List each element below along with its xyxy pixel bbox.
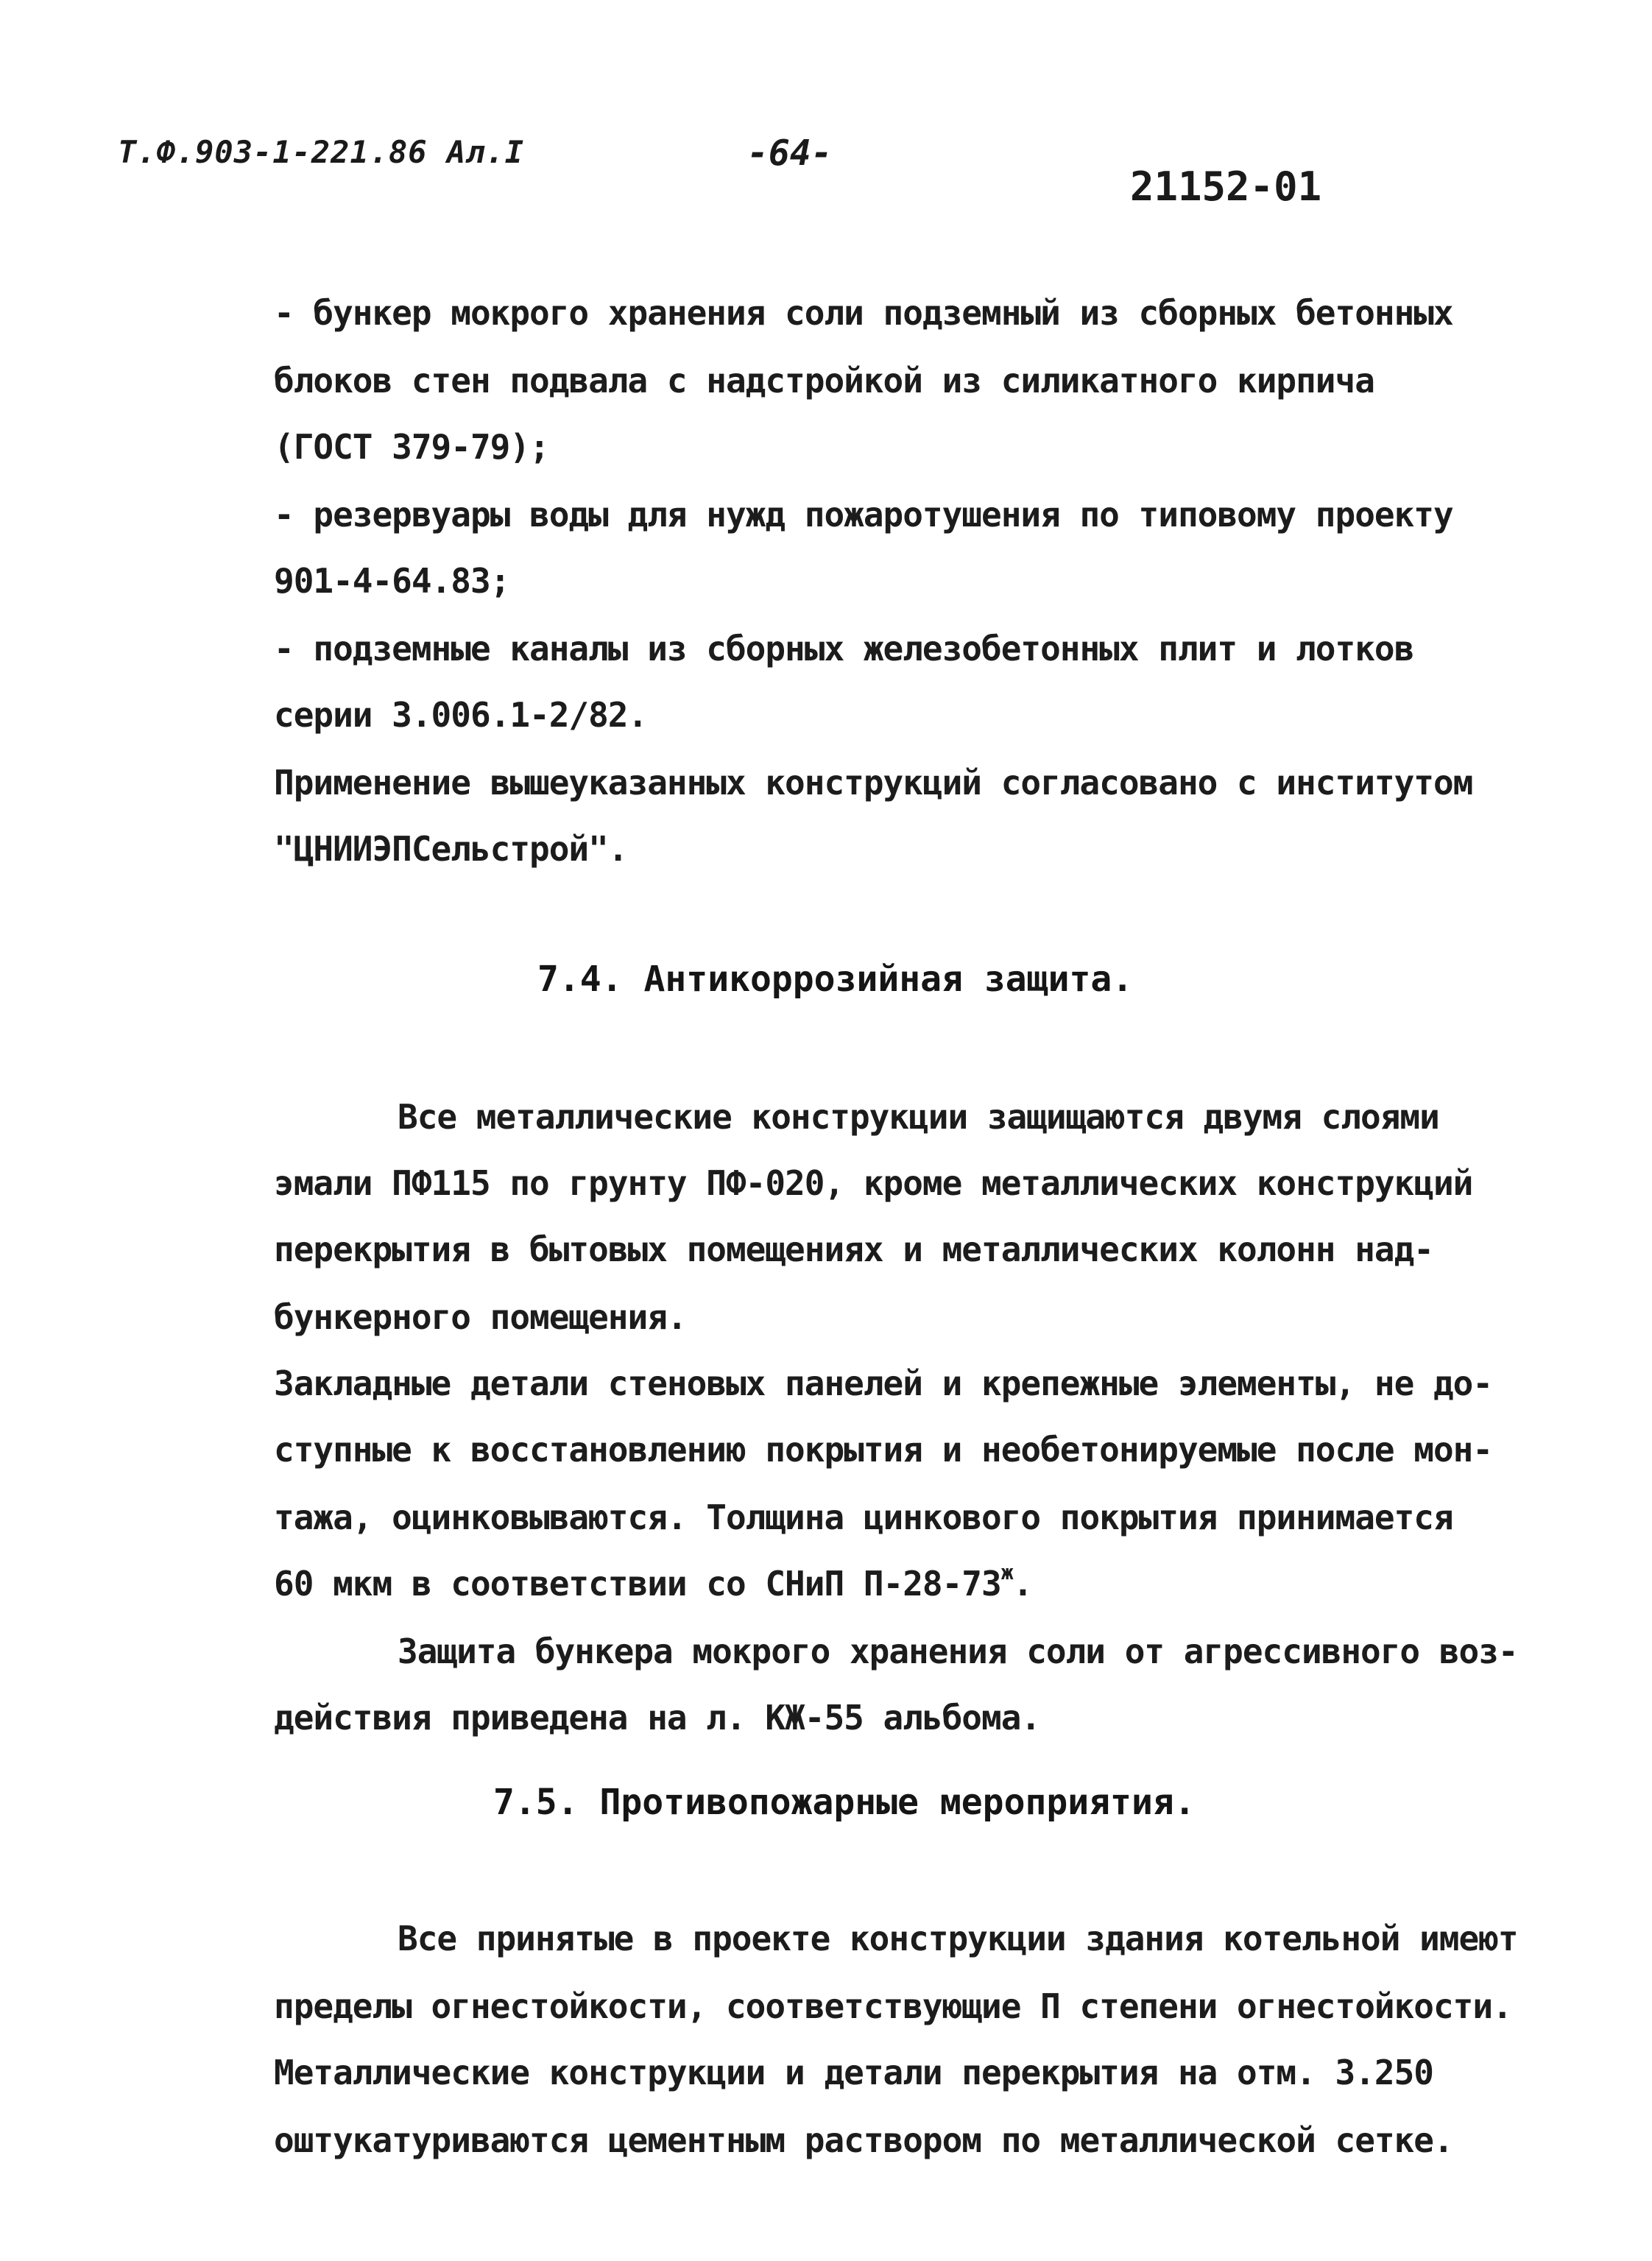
text-line: серии 3.006.1-2/82. <box>274 695 648 735</box>
text-line-end: . <box>1012 1564 1033 1604</box>
text-line: "ЦНИИЭПСельстрой". <box>274 829 628 869</box>
text-line: Защита бункера мокрого хранения соли от агрессивного воз- <box>398 1632 1518 1671</box>
text-line-with-footnote <box>274 1560 1033 1604</box>
text-line: действия приведена на л. КЖ-55 альбома. <box>274 1698 1041 1738</box>
text-line: Применение вышеуказанных конструкций согласовано с институтом <box>274 763 1473 803</box>
text-line: Металлические конструкции и детали перекрытия на отм. 3.250 <box>274 2053 1433 2092</box>
text-line: - бункер мокрого хранения соли подземный из сборных бетонных <box>274 293 1453 333</box>
footnote-mark: ж <box>1000 1560 1013 1584</box>
text-line: Все металлические конструкции защищаются двумя слоями <box>398 1097 1439 1137</box>
sheet-code: 21152-01 <box>1130 163 1322 210</box>
text-line: (ГОСТ 379-79); <box>274 427 549 467</box>
text-line: - резервуары воды для нужд пожаротушения по типовому проекту <box>274 495 1453 535</box>
text-line: пределы огнестойкости, соответствующие П степени огнестойкости. <box>274 1986 1512 2026</box>
text-line: блоков стен подвала с надстройкой из силикатного кирпича <box>274 361 1374 401</box>
text-line: оштукатуриваются цементным раствором по металлической сетке. <box>274 2120 1453 2160</box>
section-heading-7-4: 7.4. Антикоррозийная защита. <box>537 959 1134 1000</box>
text-line: - подземные каналы из сборных железобетонных плит и лотков <box>274 629 1414 669</box>
text-line-body: 60 мкм в соответствии со СНиП П-28-73 <box>274 1564 1001 1604</box>
section-heading-7-5: 7.5. Противопожарные мероприятия. <box>493 1782 1196 1823</box>
text-line: ступные к восстановлению покрытия и необетонируемые после мон- <box>274 1430 1493 1470</box>
text-line: Закладные детали стеновых панелей и крепежные элементы, не до- <box>274 1364 1493 1403</box>
text-line: Все принятые в проекте конструкции здания котельной имеют <box>398 1919 1518 1958</box>
text-line: бункерного помещения. <box>274 1297 687 1337</box>
text-line: эмали ПФ115 по грунту ПФ-020, кроме металлических конструкций <box>274 1163 1473 1203</box>
text-line: перекрытия в бытовых помещениях и металлических колонн над- <box>274 1230 1433 1269</box>
document-code: Т.Ф.903-1-221.86 Ал.I <box>118 134 525 170</box>
text-line: 901-4-64.83; <box>274 561 510 601</box>
text-line: тажа, оцинковываются. Толщина цинкового покрытия принимается <box>274 1498 1453 1537</box>
page-number: -64- <box>747 133 833 174</box>
